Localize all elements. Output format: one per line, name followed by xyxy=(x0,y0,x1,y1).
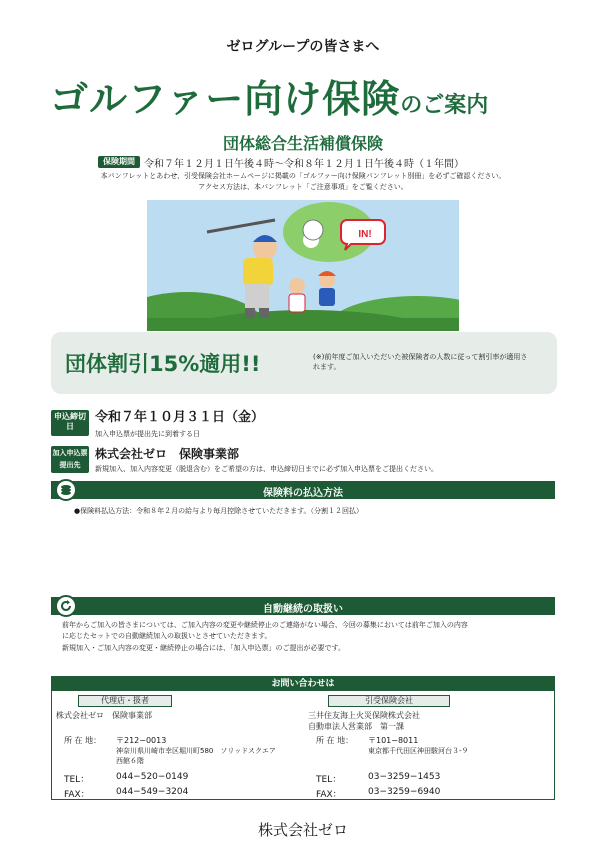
footer-company: 株式会社ゼロ xyxy=(257,821,348,839)
agent-address-label: 所 在 地： xyxy=(64,736,102,745)
agent-fax xyxy=(56,787,300,800)
agent-company: 株式会社ゼロ 保険事業部 xyxy=(56,711,152,720)
agent-address2: 西館６階 xyxy=(116,757,144,765)
discount-panel xyxy=(51,332,557,394)
bubble-text: IN! xyxy=(358,229,372,240)
discount-note: (※)前年度ご加入いただいた被保険者の人数に従って割引率が適用されます。 xyxy=(313,353,528,371)
insurer-address-label: 所 在 地： xyxy=(316,736,354,745)
golf-ball xyxy=(303,220,323,240)
contact-bar: お問い合わせは xyxy=(52,677,554,691)
agent-fax-label: FAX： xyxy=(64,790,90,800)
insurance-period xyxy=(98,155,568,169)
submit-tag: 加入申込票提出先 xyxy=(51,446,89,473)
agent-tel-label: TEL： xyxy=(64,775,90,785)
golfer-shirt xyxy=(243,258,273,286)
notes-line1: 本パンフレットとあわせ、引受保険会社ホームページに掲載の「ゴルファー向け保険パンフレット別冊」を必ずご確認ください。 xyxy=(100,172,506,180)
insurer-dept: 自動車法人営業部 第一課 xyxy=(308,722,404,731)
submit-name: 株式会社ゼロ 保険事業部 xyxy=(95,447,240,461)
insurer-address1: 東京都千代田区神田駿河台３-９ xyxy=(368,747,469,755)
auto-renew-line1: 前年からご加入の皆さまについては、ご加入内容の変更や継続停止のご連絡がない場合、今回の募集においては前年ご加入の内容 xyxy=(62,621,468,629)
agent-postal: 〒212−0013 xyxy=(116,736,167,745)
auto-renew-bar-label: 自動継続の取扱い xyxy=(263,604,343,615)
refresh-icon xyxy=(55,595,77,617)
golf-club xyxy=(207,220,275,232)
insurer-tel-label: TEL： xyxy=(316,775,342,785)
agent-header: 代理店・扱者 xyxy=(78,695,172,707)
golf-illustration xyxy=(147,200,459,331)
insurer-fax-label: FAX： xyxy=(316,790,342,800)
payment-text: ●保険料払込方法：令和８年２月の給与より毎月控除させていただきます。（分割１２回払） xyxy=(74,507,364,515)
insurer-company: 三井住友海上火災保険株式会社 xyxy=(308,711,420,720)
insurer-tel-number: 03−3259−1453 xyxy=(368,772,441,782)
insurer-header: 引受保険会社 xyxy=(328,695,450,707)
deadline-sub: 加入申込票が提出先に到着する日 xyxy=(95,430,200,438)
title-suffix: のご案内 xyxy=(400,93,489,118)
notes-line2: アクセス方法は、本パンフレット「ご注意事項」をご覧ください。 xyxy=(198,183,408,191)
kid1-head xyxy=(289,278,305,294)
agent-column xyxy=(56,695,300,800)
submit-sub: 新規加入、加入内容変更（脱退含む）をご希望の方は、申込締切日までに必ず加入申込票をご提出ください。 xyxy=(95,465,438,473)
discount-headline: 団体割引15%適用!! xyxy=(65,352,261,376)
contact-box xyxy=(51,676,555,800)
insurer-address xyxy=(308,735,552,746)
deadline-tag: 申込締切日 xyxy=(51,410,89,436)
agent-tel xyxy=(56,772,300,785)
kid1-body xyxy=(289,294,305,312)
agent-fax-number: 044−549−3204 xyxy=(116,787,189,797)
golfer-pants xyxy=(245,284,269,310)
auto-renew-line3: 新規加入・ご加入内容の変更・継続停止の場合には、「加入申込票」のご提出が必要です。 xyxy=(62,644,345,652)
payment-bar-label: 保険料の払込方法 xyxy=(263,488,343,499)
payment-bar xyxy=(51,481,555,499)
page-title xyxy=(50,68,570,124)
insurer-tel xyxy=(308,772,552,785)
auto-renew-bar xyxy=(51,597,555,615)
agent-tel-number: 044−520−0149 xyxy=(116,772,189,782)
agent-address xyxy=(56,735,300,746)
auto-renew-line2: に応じたセットでの自動継続加入の取扱いとさせていただきます。 xyxy=(62,632,272,640)
deadline-date: 令和７年１０月３１日（金） xyxy=(95,410,265,425)
ground xyxy=(147,318,459,331)
insurer-fax-number: 03−3259−6940 xyxy=(368,787,441,797)
insurer-postal: 〒101−8011 xyxy=(368,736,419,745)
agent-address1: 神奈川県川崎市幸区堀川町580 ソリッドスクエア xyxy=(116,747,276,755)
title-main: ゴルファー向け保険 xyxy=(50,77,401,121)
insurer-fax xyxy=(308,787,552,800)
kid2-body xyxy=(319,288,335,306)
subtitle: 団体総合生活補償保険 xyxy=(222,134,383,153)
group-greeting: ゼログループの皆さまへ xyxy=(226,39,380,55)
insurer-column xyxy=(308,695,552,800)
period-text: 令和７年１２月１日午後４時～令和８年１２月１日午後４時（１年間） xyxy=(144,158,464,170)
period-label: 保険期間 xyxy=(98,156,140,168)
payment-icon xyxy=(55,479,77,501)
